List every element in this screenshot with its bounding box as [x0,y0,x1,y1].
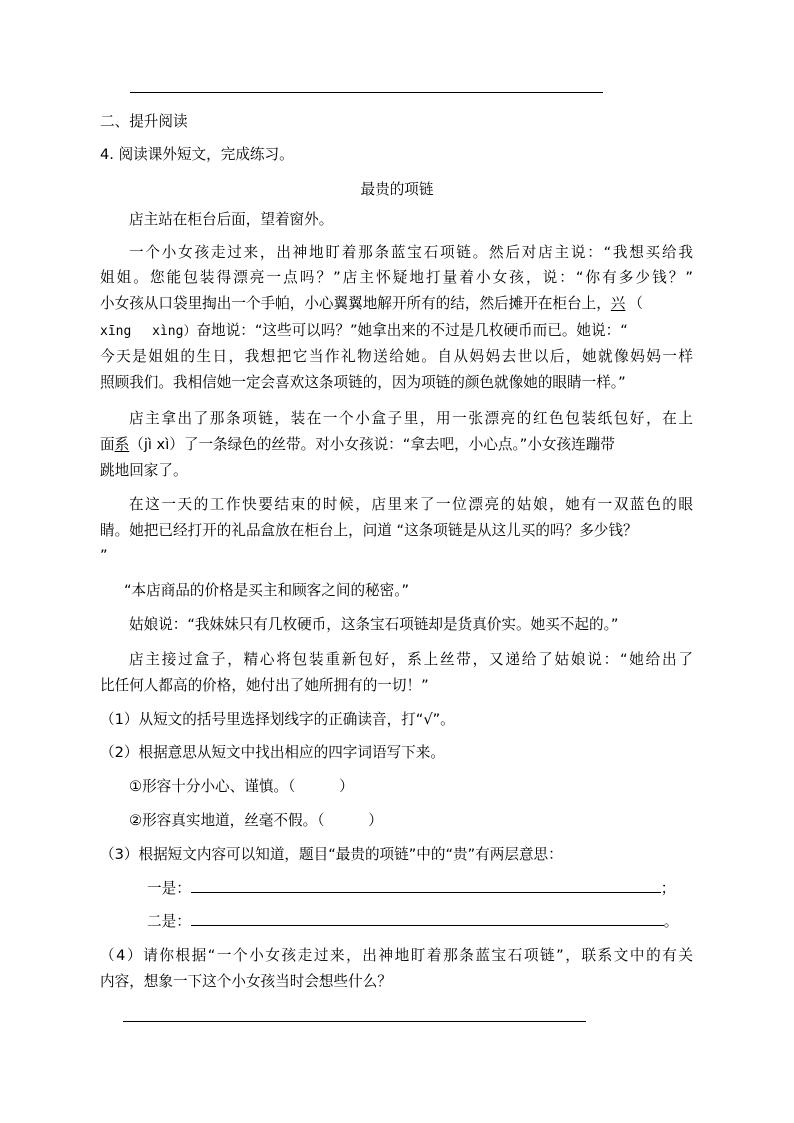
paragraph-4-line-3: ” [100,547,108,564]
question-3-answer-2-end: 。 [663,913,679,930]
paragraph-5: “本店商品的价格是买主和顾客之间的秘密。” [124,582,410,599]
paragraph-7-line-2: 比任何人都高的价格，她付出了她所拥有的一切！” [100,677,429,694]
underlined-char-xing: 兴 [610,295,626,312]
question-3-answer-1-row [147,880,747,898]
question-intro: 4. 阅读课外短文，完成练习。 [100,146,294,163]
paragraph-2-line-3 [100,295,693,313]
paragraph-7-line-1: 店主接过盒子，精心将包装重新包好，系上丝带，又递给了姑娘说：“她给出了 [129,651,693,668]
paragraph-3-line-1: 店主拿出了那条项链，装在一个小盒子里，用一张漂亮的红色包装纸包好，在上 [129,410,693,427]
bracket-open: （ [628,295,644,312]
section-title: 二、提升阅读 [100,113,188,130]
answer-line-top[interactable] [130,92,603,93]
question-4-line-2: 内容，想象一下这个小女孩当时会想些什么？ [100,973,392,990]
paragraph-3-line-2-start: 面 [100,436,115,453]
question-3-answer-1-blank[interactable] [191,892,661,893]
paragraph-3-line-2 [100,436,693,454]
question-2-item-b[interactable]: ②形容真实地道，丝毫不假。（ ） [129,812,383,829]
question-3-answer-1-end: ； [660,880,676,897]
question-2-item-a[interactable]: ①形容十分小心、谨慎。（ ） [129,778,354,795]
story-title: 最贵的项链 [360,181,434,198]
question-1: （1）从短文的括号里选择划线字的正确读音，打“√”。 [100,711,455,728]
question-3: （3）根据短文内容可以知道，题目“最贵的项链”中的“贵”有两层意思： [100,846,563,863]
paragraph-4-line-2: 睛。她把已经打开的礼品盒放在柜台上，问道 “这条项链是从这儿买的吗？多少钱？ [100,522,638,539]
paragraph-2-line-1: 一个小女孩走过来，出神地盯着那条蓝宝石项链。然后对店主说：“我想买给我 [129,244,693,261]
paragraph-2-line-4 [100,322,693,340]
paragraph-2-line-3-text: 小女孩从口袋里掏出一个手帕，小心翼翼地解开所有的结，然后摊开在柜台上， [100,295,611,312]
paragraph-2-line-6: 照顾我们。我相信她一定会喜欢这条项链的，因为项链的颜色就像她的眼睛一样。” [100,374,626,391]
underlined-char-xi: 系 [114,436,130,453]
question-3-answer-2-label: 二是： [147,913,191,930]
paragraph-1: 店主站在柜台后面，望着窗外。 [129,211,334,228]
paragraph-4-line-1: 在这一天的工作快要结束的时候，店里来了一位漂亮的姑娘，她有一双蓝色的眼 [129,496,693,513]
question-2: （2）根据意思从短文中找出相应的四字词语写下来。 [100,744,445,761]
answer-line-bottom[interactable] [123,1021,586,1022]
question-4-line-1: （4）请你根据“一个小女孩走过来，出神地盯着那条蓝宝石项链”，联系文中的有关 [100,947,693,964]
paragraph-3-line-2-rest: （jì xì）了一条绿色的丝带。对小女孩说：“拿去吧，小心点。”小女孩连蹦带 [129,436,615,453]
question-3-answer-2-blank[interactable] [191,925,664,926]
paragraph-2-line-4-text: 奋地说：“这些可以吗？”她拿出来的不过是几枚硬币而已。她说：“ [196,322,628,339]
paragraph-3-line-3: 跳地回家了。 [100,462,188,479]
paragraph-2-line-5: 今天是姐姐的生日，我想把它当作礼物送给她。自从妈妈去世以后，她就像妈妈一样 [100,348,693,365]
paragraph-6: 姑娘说：“我妹妹只有几枚硬币，这条宝石项链却是货真价实。她买不起的。” [129,616,619,633]
pinyin-choices-xing[interactable]: xīng xìng） [100,324,197,339]
paragraph-2-line-2: 姐姐。您能包装得漂亮一点吗？”店主怀疑地打量着小女孩，说：“你有多少钱？” [100,269,693,286]
question-3-answer-2-row [147,913,747,931]
question-3-answer-1-label: 一是： [147,880,191,897]
